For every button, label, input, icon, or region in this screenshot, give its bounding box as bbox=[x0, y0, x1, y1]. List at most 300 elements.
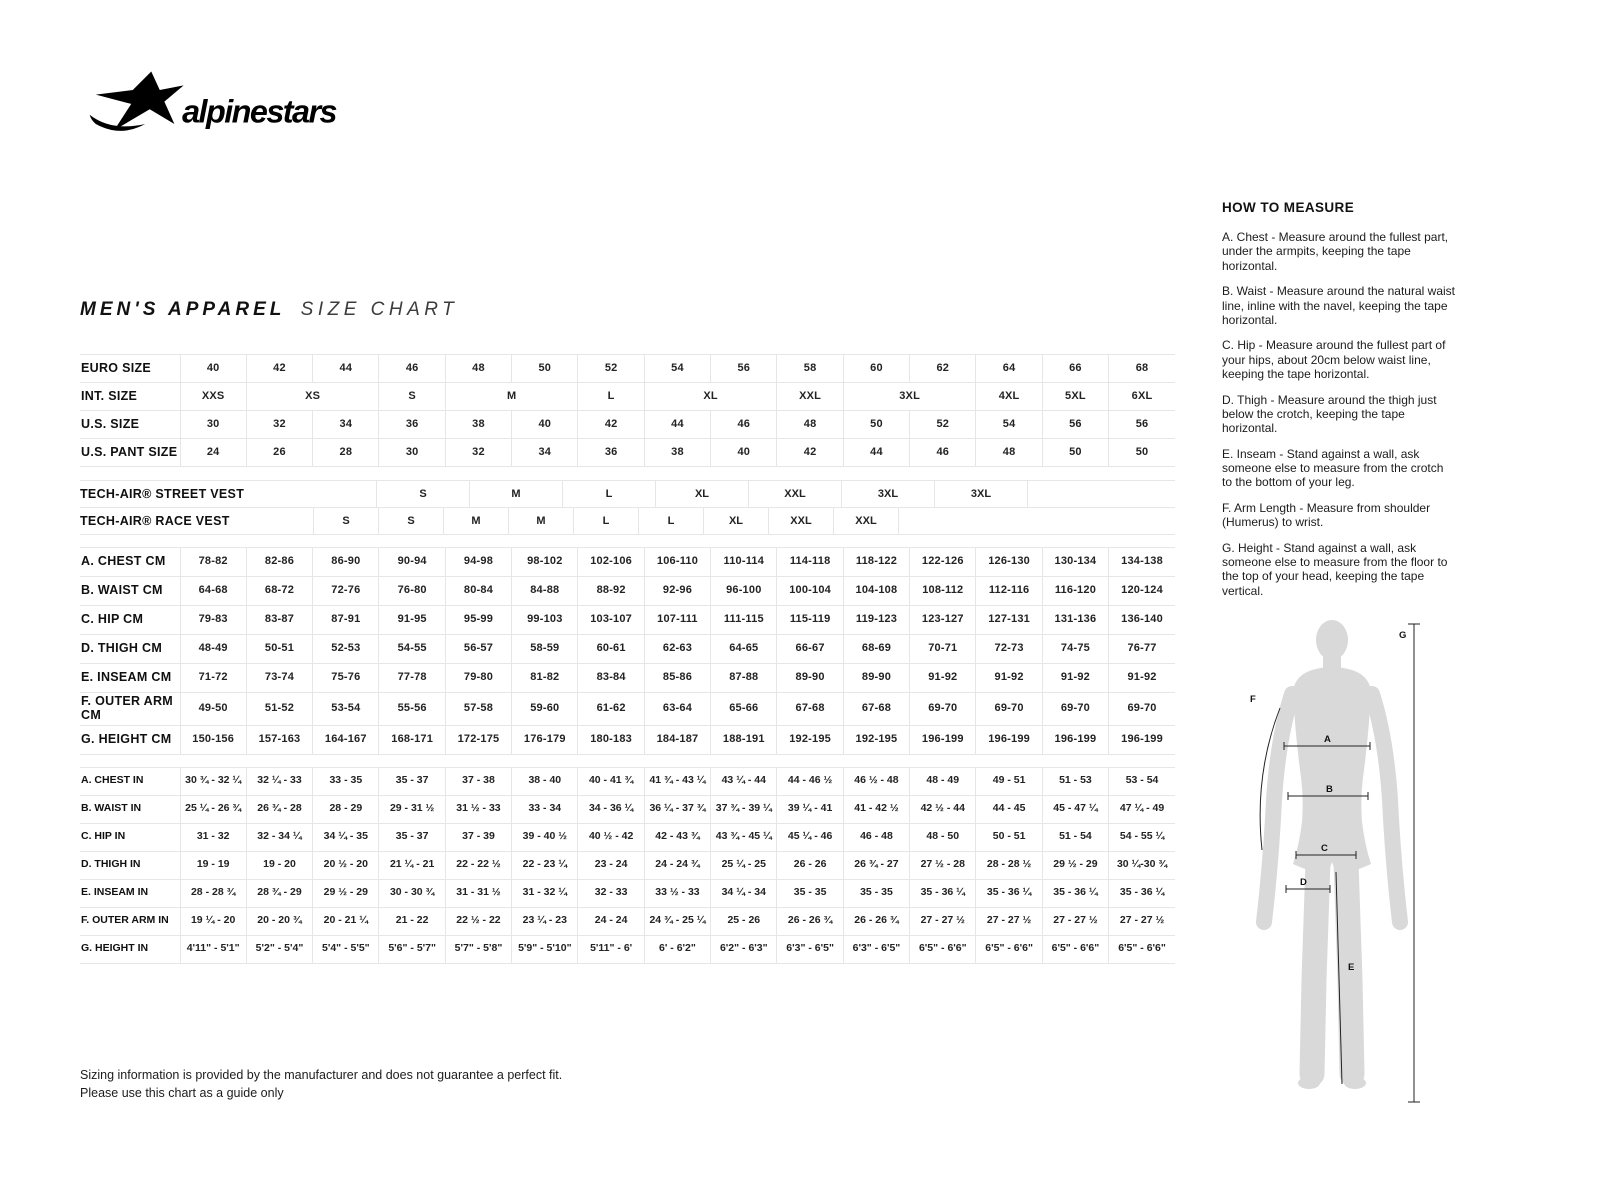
row-label: F. OUTER ARM IN bbox=[80, 907, 180, 935]
row-label: TECH-AIR® STREET VEST bbox=[80, 487, 245, 501]
size-cell: 40 ½ - 42 bbox=[578, 823, 644, 851]
size-cell: 38 bbox=[445, 411, 511, 439]
size-cell: 54 bbox=[976, 411, 1042, 439]
size-cell: 63-64 bbox=[644, 693, 710, 726]
size-cell: 25 - 26 bbox=[711, 907, 777, 935]
size-cell: 31 - 31 ½ bbox=[445, 879, 511, 907]
size-cell: 50-51 bbox=[246, 635, 312, 664]
size-cell: 118-122 bbox=[843, 548, 909, 577]
size-cell: 35 - 35 bbox=[843, 879, 909, 907]
size-cell: 42 bbox=[777, 439, 843, 467]
size-cell: 53 - 54 bbox=[1109, 767, 1175, 795]
size-cell: 126-130 bbox=[976, 548, 1042, 577]
size-cell: 24 bbox=[180, 439, 246, 467]
filler bbox=[1028, 481, 1175, 507]
size-cell: 6'5" - 6'6" bbox=[910, 935, 976, 963]
size-cell: 42 ½ - 44 bbox=[910, 795, 976, 823]
table-row bbox=[80, 767, 1175, 795]
size-cell: 130-134 bbox=[1042, 548, 1108, 577]
size-cell: 192-195 bbox=[777, 725, 843, 754]
size-cell: 180-183 bbox=[578, 725, 644, 754]
size-cell: XL bbox=[644, 383, 777, 411]
footer-line-1: Sizing information is provided by the manufacturer and does not guarantee a perfect fit. bbox=[80, 1068, 563, 1082]
size-cell: 40 bbox=[512, 411, 578, 439]
size-cell: S bbox=[377, 481, 470, 507]
size-cell: 46 bbox=[379, 355, 445, 383]
size-cell: 30 bbox=[379, 439, 445, 467]
size-cell: 5'11" - 6' bbox=[578, 935, 644, 963]
size-cell: 71-72 bbox=[180, 664, 246, 693]
size-cell: 69-70 bbox=[910, 693, 976, 726]
size-cell: 69-70 bbox=[1042, 693, 1108, 726]
row-label: D. THIGH CM bbox=[80, 635, 180, 664]
size-cell: 27 - 27 ½ bbox=[1042, 907, 1108, 935]
size-cell: 134-138 bbox=[1109, 548, 1175, 577]
row-label: C. HIP CM bbox=[80, 606, 180, 635]
size-cell: 87-88 bbox=[711, 664, 777, 693]
measure-item: A. Chest - Measure around the fullest part, under the armpits, keeping the tape horizontal. bbox=[1222, 230, 1449, 273]
size-cell: 24 - 24 bbox=[578, 907, 644, 935]
size-cell: 45 - 47 ¼ bbox=[1042, 795, 1108, 823]
size-cell: 39 ¼ - 41 bbox=[777, 795, 843, 823]
size-cell: 50 bbox=[1042, 439, 1108, 467]
size-cell: 5'4" - 5'5" bbox=[313, 935, 379, 963]
size-cell: 53-54 bbox=[313, 693, 379, 726]
size-cell: 48 bbox=[777, 411, 843, 439]
size-cell: 37 ¾ - 39 ¼ bbox=[711, 795, 777, 823]
size-cell: 6'3" - 6'5" bbox=[843, 935, 909, 963]
size-cell: 82-86 bbox=[246, 548, 312, 577]
size-cell: 98-102 bbox=[512, 548, 578, 577]
spacer bbox=[230, 481, 377, 507]
size-cell: 27 ½ - 28 bbox=[910, 851, 976, 879]
size-cell: 86-90 bbox=[313, 548, 379, 577]
title-bold: MEN'S APPAREL bbox=[80, 299, 286, 320]
size-cell: 19 - 19 bbox=[180, 851, 246, 879]
size-cell: 102-106 bbox=[578, 548, 644, 577]
size-cell: 66-67 bbox=[777, 635, 843, 664]
measure-item: B. Waist - Measure around the natural waist line, inline with the navel, keeping the tape horizontal. bbox=[1222, 284, 1455, 327]
table-row bbox=[80, 725, 1175, 754]
size-cell: 32 - 33 bbox=[578, 879, 644, 907]
size-cell: 33 - 34 bbox=[512, 795, 578, 823]
size-cell: 168-171 bbox=[379, 725, 445, 754]
size-cell: 35 - 36 ¼ bbox=[976, 879, 1042, 907]
size-cell: XXL bbox=[749, 481, 842, 507]
size-cell: 110-114 bbox=[711, 548, 777, 577]
size-cell: 38 bbox=[644, 439, 710, 467]
size-table-header bbox=[80, 354, 1175, 467]
size-cell: 32 bbox=[445, 439, 511, 467]
table-row bbox=[80, 439, 1175, 467]
size-cell: 26 - 26 ¾ bbox=[843, 907, 909, 935]
size-cell: 4'11" - 5'1" bbox=[180, 935, 246, 963]
size-cell: 77-78 bbox=[379, 664, 445, 693]
size-cell: 30 ¾ - 32 ¼ bbox=[180, 767, 246, 795]
size-cell: 32 - 34 ¼ bbox=[246, 823, 312, 851]
size-cell: 79-80 bbox=[445, 664, 511, 693]
size-cell: 35 - 37 bbox=[379, 823, 445, 851]
size-cell: 60-61 bbox=[578, 635, 644, 664]
size-cell: 51-52 bbox=[246, 693, 312, 726]
footer-line-2: Please use this chart as a guide only bbox=[80, 1085, 284, 1100]
measure-item: F. Arm Length - Measure from shoulder (Humerus) to wrist. bbox=[1222, 500, 1431, 530]
body-figure bbox=[1228, 610, 1433, 1120]
size-cell: 41 - 42 ½ bbox=[843, 795, 909, 823]
size-cell: 75-76 bbox=[313, 664, 379, 693]
size-cell: 56-57 bbox=[445, 635, 511, 664]
size-cell: 29 ½ - 29 bbox=[1042, 851, 1108, 879]
measure-item: C. Hip - Measure around the fullest part of your hips, about 20cm below waist line, keeping the tape horizontal. bbox=[1222, 338, 1446, 382]
table-row bbox=[80, 577, 1175, 606]
size-cell: 66 bbox=[1042, 355, 1108, 383]
size-cell: 25 ¼ - 25 bbox=[711, 851, 777, 879]
size-cell: 136-140 bbox=[1109, 606, 1175, 635]
size-cell: 120-124 bbox=[1109, 577, 1175, 606]
table-row bbox=[80, 851, 1175, 879]
size-cell: 69-70 bbox=[976, 693, 1042, 726]
table-row bbox=[80, 795, 1175, 823]
size-cell: 54 bbox=[644, 355, 710, 383]
size-cell: 31 - 32 bbox=[180, 823, 246, 851]
spacer bbox=[230, 508, 314, 534]
size-cell: 19 - 20 bbox=[246, 851, 312, 879]
size-cell: 3XL bbox=[935, 481, 1028, 507]
size-cell: 27 - 27 ½ bbox=[976, 907, 1042, 935]
size-cell: 33 ½ - 33 bbox=[644, 879, 710, 907]
size-cell: 5XL bbox=[1042, 383, 1108, 411]
size-cell: 41 ¾ - 43 ¼ bbox=[644, 767, 710, 795]
size-cell: 46 bbox=[910, 439, 976, 467]
how-to-measure-panel bbox=[1222, 200, 1455, 609]
size-cell: 29 - 31 ½ bbox=[379, 795, 445, 823]
row-label: U.S. SIZE bbox=[80, 411, 180, 439]
alpinestars-logo-icon bbox=[85, 66, 347, 148]
size-cell: 19 ¼ - 20 bbox=[180, 907, 246, 935]
row-label: C. HIP IN bbox=[80, 823, 180, 851]
size-cell: 68-69 bbox=[843, 635, 909, 664]
size-cell: 40 bbox=[180, 355, 246, 383]
row-label: INT. SIZE bbox=[80, 383, 180, 411]
body-figure-icon bbox=[1228, 610, 1433, 1115]
size-cell: 95-99 bbox=[445, 606, 511, 635]
size-cell: 62-63 bbox=[644, 635, 710, 664]
figure-label-hip: C bbox=[1321, 843, 1328, 854]
size-cell: M bbox=[444, 508, 509, 534]
size-cell: 35 - 35 bbox=[777, 879, 843, 907]
size-cell: 28 ¾ - 29 bbox=[246, 879, 312, 907]
size-cell: 22 - 22 ½ bbox=[445, 851, 511, 879]
figure-label-inseam: E bbox=[1348, 962, 1355, 973]
size-cell: 28 - 28 ½ bbox=[976, 851, 1042, 879]
size-cell: 62 bbox=[910, 355, 976, 383]
how-to-measure-heading: HOW TO MEASURE bbox=[1222, 200, 1355, 215]
size-cell: 57-58 bbox=[445, 693, 511, 726]
size-cell: 108-112 bbox=[910, 577, 976, 606]
size-cell: 42 - 43 ¾ bbox=[644, 823, 710, 851]
size-cell: 5'2" - 5'4" bbox=[246, 935, 312, 963]
filler bbox=[899, 508, 1175, 534]
size-cell: 103-107 bbox=[578, 606, 644, 635]
size-cell: 44 bbox=[644, 411, 710, 439]
size-cell: 111-115 bbox=[711, 606, 777, 635]
size-cell: 91-92 bbox=[1109, 664, 1175, 693]
size-cell: 20 ½ - 20 bbox=[313, 851, 379, 879]
table-row bbox=[80, 383, 1175, 411]
size-cell: 91-95 bbox=[379, 606, 445, 635]
size-cell: M bbox=[509, 508, 574, 534]
size-cell: L bbox=[563, 481, 656, 507]
size-cell: 50 bbox=[843, 411, 909, 439]
size-cell: 61-62 bbox=[578, 693, 644, 726]
size-cell: 131-136 bbox=[1042, 606, 1108, 635]
tech-air-race-vest-row bbox=[80, 508, 1175, 535]
figure-label-thigh: D bbox=[1300, 877, 1307, 888]
size-cell: 69-70 bbox=[1109, 693, 1175, 726]
size-cell: 3XL bbox=[843, 383, 976, 411]
size-cell: 26 bbox=[246, 439, 312, 467]
size-cell: 67-68 bbox=[777, 693, 843, 726]
size-cell: 30 bbox=[180, 411, 246, 439]
row-label: A. CHEST CM bbox=[80, 548, 180, 577]
size-cell: XL bbox=[656, 481, 749, 507]
size-cell: 36 ¼ - 37 ¾ bbox=[644, 795, 710, 823]
row-label: E. INSEAM IN bbox=[80, 879, 180, 907]
size-cell: 6'2" - 6'3" bbox=[711, 935, 777, 963]
size-cell: 33 - 35 bbox=[313, 767, 379, 795]
size-cell: 26 ¾ - 27 bbox=[843, 851, 909, 879]
size-cell: 64-65 bbox=[711, 635, 777, 664]
size-cell: 73-74 bbox=[246, 664, 312, 693]
size-cell: 92-96 bbox=[644, 577, 710, 606]
size-cell: 196-199 bbox=[976, 725, 1042, 754]
size-cell: 70-71 bbox=[910, 635, 976, 664]
size-cell: 90-94 bbox=[379, 548, 445, 577]
size-cell: 27 - 27 ½ bbox=[1109, 907, 1175, 935]
table-row bbox=[80, 548, 1175, 577]
size-cell: 104-108 bbox=[843, 577, 909, 606]
figure-label-height: G bbox=[1399, 630, 1407, 641]
size-cell: 20 - 21 ¼ bbox=[313, 907, 379, 935]
size-cell: 35 - 36 ¼ bbox=[910, 879, 976, 907]
size-cell: 67-68 bbox=[843, 693, 909, 726]
size-cell: 52 bbox=[578, 355, 644, 383]
brand-logo bbox=[85, 66, 347, 153]
table-row bbox=[80, 606, 1175, 635]
size-cell: 91-92 bbox=[1042, 664, 1108, 693]
size-cell: 176-179 bbox=[512, 725, 578, 754]
row-label: EURO SIZE bbox=[80, 355, 180, 383]
size-cell: XS bbox=[246, 383, 379, 411]
size-cell: 107-111 bbox=[644, 606, 710, 635]
size-cell: 157-163 bbox=[246, 725, 312, 754]
table-row bbox=[80, 693, 1175, 726]
size-cell: 27 - 27 ½ bbox=[910, 907, 976, 935]
size-cell: 99-103 bbox=[512, 606, 578, 635]
size-cell: 114-118 bbox=[777, 548, 843, 577]
measure-item: G. Height - Stand against a wall, ask someone else to measure from the floor to the top of your head, keeping the tape vertical. bbox=[1222, 540, 1448, 598]
measure-items bbox=[1222, 230, 1455, 598]
size-cell: 150-156 bbox=[180, 725, 246, 754]
size-cell: 50 - 51 bbox=[976, 823, 1042, 851]
logo-star-icon bbox=[90, 72, 184, 131]
size-cell: 58 bbox=[777, 355, 843, 383]
size-cell: 164-167 bbox=[313, 725, 379, 754]
size-cell: 5'7" - 5'8" bbox=[445, 935, 511, 963]
size-cell: 56 bbox=[1109, 411, 1175, 439]
size-cell: 52 bbox=[910, 411, 976, 439]
size-cell: 26 - 26 ¾ bbox=[777, 907, 843, 935]
size-cell: 36 bbox=[379, 411, 445, 439]
size-cell: 68 bbox=[1109, 355, 1175, 383]
table-row bbox=[80, 935, 1175, 963]
size-cell: 39 - 40 ½ bbox=[512, 823, 578, 851]
size-cell: 91-92 bbox=[910, 664, 976, 693]
size-cell: S bbox=[314, 508, 379, 534]
tech-air-street-vest-row bbox=[80, 480, 1175, 508]
size-cell: 43 ¾ - 45 ¼ bbox=[711, 823, 777, 851]
size-cell: 32 bbox=[246, 411, 312, 439]
size-cell: 188-191 bbox=[711, 725, 777, 754]
size-cell: 60 bbox=[843, 355, 909, 383]
size-cell: 35 - 36 ¼ bbox=[1109, 879, 1175, 907]
size-cell: 87-91 bbox=[313, 606, 379, 635]
size-cell: 24 ¾ - 25 ¼ bbox=[644, 907, 710, 935]
size-cell: 42 bbox=[246, 355, 312, 383]
table-row bbox=[80, 879, 1175, 907]
row-label: G. HEIGHT IN bbox=[80, 935, 180, 963]
size-cell: 34 ¼ - 35 bbox=[313, 823, 379, 851]
size-cell: 76-77 bbox=[1109, 635, 1175, 664]
table-row bbox=[80, 907, 1175, 935]
size-cell: 68-72 bbox=[246, 577, 312, 606]
size-cell: 6'3" - 6'5" bbox=[777, 935, 843, 963]
measure-item: D. Thigh - Measure around the thigh just below the crotch, keeping the tape horizontal. bbox=[1222, 392, 1437, 436]
size-cell: 34 - 36 ¼ bbox=[578, 795, 644, 823]
row-label: A. CHEST IN bbox=[80, 767, 180, 795]
figure-label-waist: B bbox=[1326, 784, 1333, 795]
size-cell: 51 - 54 bbox=[1042, 823, 1108, 851]
size-cell: XXS bbox=[180, 383, 246, 411]
size-cell: 6'5" - 6'6" bbox=[976, 935, 1042, 963]
size-cell: 6'5" - 6'6" bbox=[1042, 935, 1108, 963]
size-cell: 5'9" - 5'10" bbox=[512, 935, 578, 963]
size-cell: 44 - 46 ½ bbox=[777, 767, 843, 795]
size-cell: 196-199 bbox=[1109, 725, 1175, 754]
size-cell: 94-98 bbox=[445, 548, 511, 577]
size-cell: 64 bbox=[976, 355, 1042, 383]
size-cell: 80-84 bbox=[445, 577, 511, 606]
size-cell: 44 - 45 bbox=[976, 795, 1042, 823]
size-cell: 84-88 bbox=[512, 577, 578, 606]
size-cell: 127-131 bbox=[976, 606, 1042, 635]
size-cell: 48 - 49 bbox=[910, 767, 976, 795]
size-cell: 55-56 bbox=[379, 693, 445, 726]
row-label: G. HEIGHT CM bbox=[80, 725, 180, 754]
size-cell: L bbox=[639, 508, 704, 534]
table-row bbox=[80, 635, 1175, 664]
size-cell: 38 - 40 bbox=[512, 767, 578, 795]
size-cell: M bbox=[470, 481, 563, 507]
size-cell: 31 - 32 ¼ bbox=[512, 879, 578, 907]
figure-label-chest: A bbox=[1324, 734, 1331, 745]
row-label: D. THIGH IN bbox=[80, 851, 180, 879]
size-cell: 91-92 bbox=[976, 664, 1042, 693]
size-cell: 36 bbox=[578, 439, 644, 467]
size-cell: 43 ¼ - 44 bbox=[711, 767, 777, 795]
page-title bbox=[80, 299, 458, 321]
size-chart-tables bbox=[80, 354, 1175, 964]
size-cell: 48 - 50 bbox=[910, 823, 976, 851]
size-cell: XXL bbox=[777, 383, 843, 411]
size-cell: 72-73 bbox=[976, 635, 1042, 664]
size-cell: 46 - 48 bbox=[843, 823, 909, 851]
size-cell: 40 - 41 ¾ bbox=[578, 767, 644, 795]
size-cell: 21 - 22 bbox=[379, 907, 445, 935]
size-cell: 23 ¼ - 23 bbox=[512, 907, 578, 935]
size-cell: 48-49 bbox=[180, 635, 246, 664]
size-cell: 85-86 bbox=[644, 664, 710, 693]
measure-item: E. Inseam - Stand against a wall, ask someone else to measure from the crotch to the bottom of your leg. bbox=[1222, 446, 1444, 490]
size-cell: 106-110 bbox=[644, 548, 710, 577]
size-cell: 30 - 30 ¾ bbox=[379, 879, 445, 907]
size-cell: 119-123 bbox=[843, 606, 909, 635]
size-cell: 46 bbox=[711, 411, 777, 439]
size-cell: 115-119 bbox=[777, 606, 843, 635]
size-cell: 76-80 bbox=[379, 577, 445, 606]
row-label: F. OUTER ARM CM bbox=[80, 693, 180, 726]
size-cell: 30 ¼-30 ¾ bbox=[1109, 851, 1175, 879]
row-label: E. INSEAM CM bbox=[80, 664, 180, 693]
size-cell: 3XL bbox=[842, 481, 935, 507]
measurements-cm-table bbox=[80, 547, 1175, 755]
figure-label-arm: F bbox=[1250, 694, 1256, 705]
size-cell: S bbox=[379, 508, 444, 534]
size-cell: 192-195 bbox=[843, 725, 909, 754]
size-cell: 24 - 24 ¾ bbox=[644, 851, 710, 879]
row-label: B. WAIST CM bbox=[80, 577, 180, 606]
size-cell: 122-126 bbox=[910, 548, 976, 577]
size-cell: 50 bbox=[512, 355, 578, 383]
size-cell: 6' - 6'2" bbox=[644, 935, 710, 963]
size-cell: 89-90 bbox=[843, 664, 909, 693]
size-cell: 35 - 37 bbox=[379, 767, 445, 795]
size-cell: 49-50 bbox=[180, 693, 246, 726]
size-cell: 172-175 bbox=[445, 725, 511, 754]
size-cell: 51 - 53 bbox=[1042, 767, 1108, 795]
size-cell: 32 ¼ - 33 bbox=[246, 767, 312, 795]
title-light: SIZE CHART bbox=[300, 299, 459, 320]
size-cell: S bbox=[379, 383, 445, 411]
size-cell: 45 ¼ - 46 bbox=[777, 823, 843, 851]
row-label: U.S. PANT SIZE bbox=[80, 439, 180, 467]
size-cell: 44 bbox=[843, 439, 909, 467]
size-cell: 65-66 bbox=[711, 693, 777, 726]
table-row bbox=[80, 664, 1175, 693]
size-cell: 4XL bbox=[976, 383, 1042, 411]
size-cell: XXL bbox=[769, 508, 834, 534]
table-row bbox=[80, 355, 1175, 383]
size-cell: 28 - 28 ¾ bbox=[180, 879, 246, 907]
size-cell: 72-76 bbox=[313, 577, 379, 606]
size-cell: 88-92 bbox=[578, 577, 644, 606]
size-cell: 54 - 55 ¼ bbox=[1109, 823, 1175, 851]
size-cell: 48 bbox=[445, 355, 511, 383]
size-cell: 59-60 bbox=[512, 693, 578, 726]
size-cell: 26 ¾ - 28 bbox=[246, 795, 312, 823]
size-cell: 112-116 bbox=[976, 577, 1042, 606]
size-cell: 56 bbox=[711, 355, 777, 383]
